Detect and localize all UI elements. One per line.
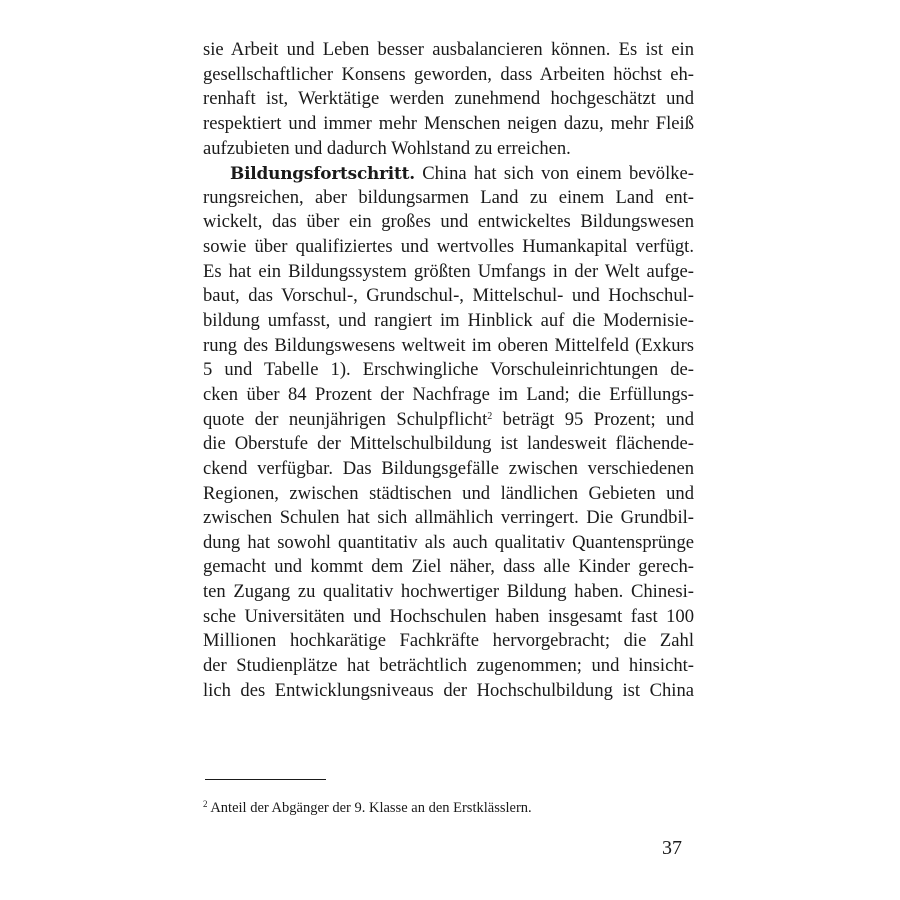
paragraph-heading: Bildungsfortschritt. bbox=[230, 163, 415, 184]
text-line: renhaft ist, Werktätige werden zunehmend hochgeschätzt und bbox=[203, 88, 694, 110]
footnote-reference-line bbox=[203, 408, 694, 433]
text-line: sie Arbeit und Leben besser ausbalancieren können. Es ist ein bbox=[203, 39, 694, 60]
footnote-text: Anteil der Abgänger der 9. Klasse an den Erstklässlern. bbox=[210, 800, 532, 816]
text-line: zwischen Schulen hat sich allmählich verringert. Die Grundbil- bbox=[203, 507, 694, 529]
text-line: rungsreichen, aber bildungsarmen Land zu einem Land ent- bbox=[203, 186, 694, 208]
footnote-reference[interactable]: 2 bbox=[487, 410, 493, 422]
text-line: cken über 84 Prozent der Nachfrage im Land; die Erfüllungs- bbox=[203, 383, 694, 405]
paragraph-lead-line bbox=[203, 161, 694, 186]
footnote bbox=[203, 799, 532, 817]
text-line: rung des Bildungswesens weltweit im oberen Mittelfeld (Exkurs bbox=[203, 334, 694, 356]
text-line: Millionen hochkarätige Fachkräfte hervorgebracht; die Zahl bbox=[203, 630, 694, 652]
text-line: Es hat ein Bildungssystem größten Umfangs in der Welt aufge- bbox=[203, 260, 694, 282]
text-line: aufzubieten und dadurch Wohlstand zu erreichen. bbox=[203, 137, 571, 159]
text-segment: beträgt 95 Prozent; und bbox=[492, 408, 695, 430]
text-segment: quote der neunjährigen Schulpflicht bbox=[203, 408, 488, 430]
text-line: lich des Entwicklungsniveaus der Hochschulbildung ist China bbox=[203, 679, 694, 701]
body-text bbox=[203, 38, 694, 703]
text-line: Regionen, zwischen städtischen und ländlichen Gebieten und bbox=[203, 482, 694, 504]
text-line: wickelt, das über ein großes und entwickeltes Bildungswesen bbox=[203, 211, 694, 233]
text-line: ckend verfügbar. Das Bildungsgefälle zwischen verschiedenen bbox=[203, 457, 694, 479]
page-number: 37 bbox=[662, 837, 682, 859]
text-line: baut, das Vorschul-, Grundschul-, Mittelschul- und Hochschul- bbox=[203, 285, 694, 307]
text-line: gesellschaftlicher Konsens geworden, dass Arbeiten höchst eh- bbox=[203, 63, 694, 85]
text-line: sche Universitäten und Hochschulen haben insgesamt fast 100 bbox=[203, 605, 694, 627]
text-segment: China hat sich von einem bevölke- bbox=[422, 163, 694, 185]
text-line: gemacht und kommt dem Ziel näher, dass alle Kinder gerech- bbox=[203, 556, 694, 578]
text-line: bildung umfasst, und rangiert im Hinblick auf die Modernisie- bbox=[203, 310, 694, 332]
text-line: der Studienplätze hat beträchtlich zugenommen; und hinsicht- bbox=[203, 655, 694, 677]
text-line: sowie über qualifiziertes und wertvolles Humankapital verfügt. bbox=[203, 236, 694, 258]
text-line: ten Zugang zu qualitativ hochwertiger Bildung haben. Chinesi- bbox=[203, 581, 694, 603]
text-line: 5 und Tabelle 1). Erschwingliche Vorschuleinrichtungen de- bbox=[203, 359, 694, 381]
text-line: respektiert und immer mehr Menschen neigen dazu, mehr Fleiß bbox=[203, 112, 694, 134]
text-line: die Oberstufe der Mittelschulbildung ist landesweit flächende- bbox=[203, 433, 694, 455]
footnote-separator bbox=[205, 779, 326, 780]
footnote-marker: 2 bbox=[203, 799, 208, 809]
text-line: dung hat sowohl quantitativ als auch qualitativ Quantensprünge bbox=[203, 531, 694, 553]
